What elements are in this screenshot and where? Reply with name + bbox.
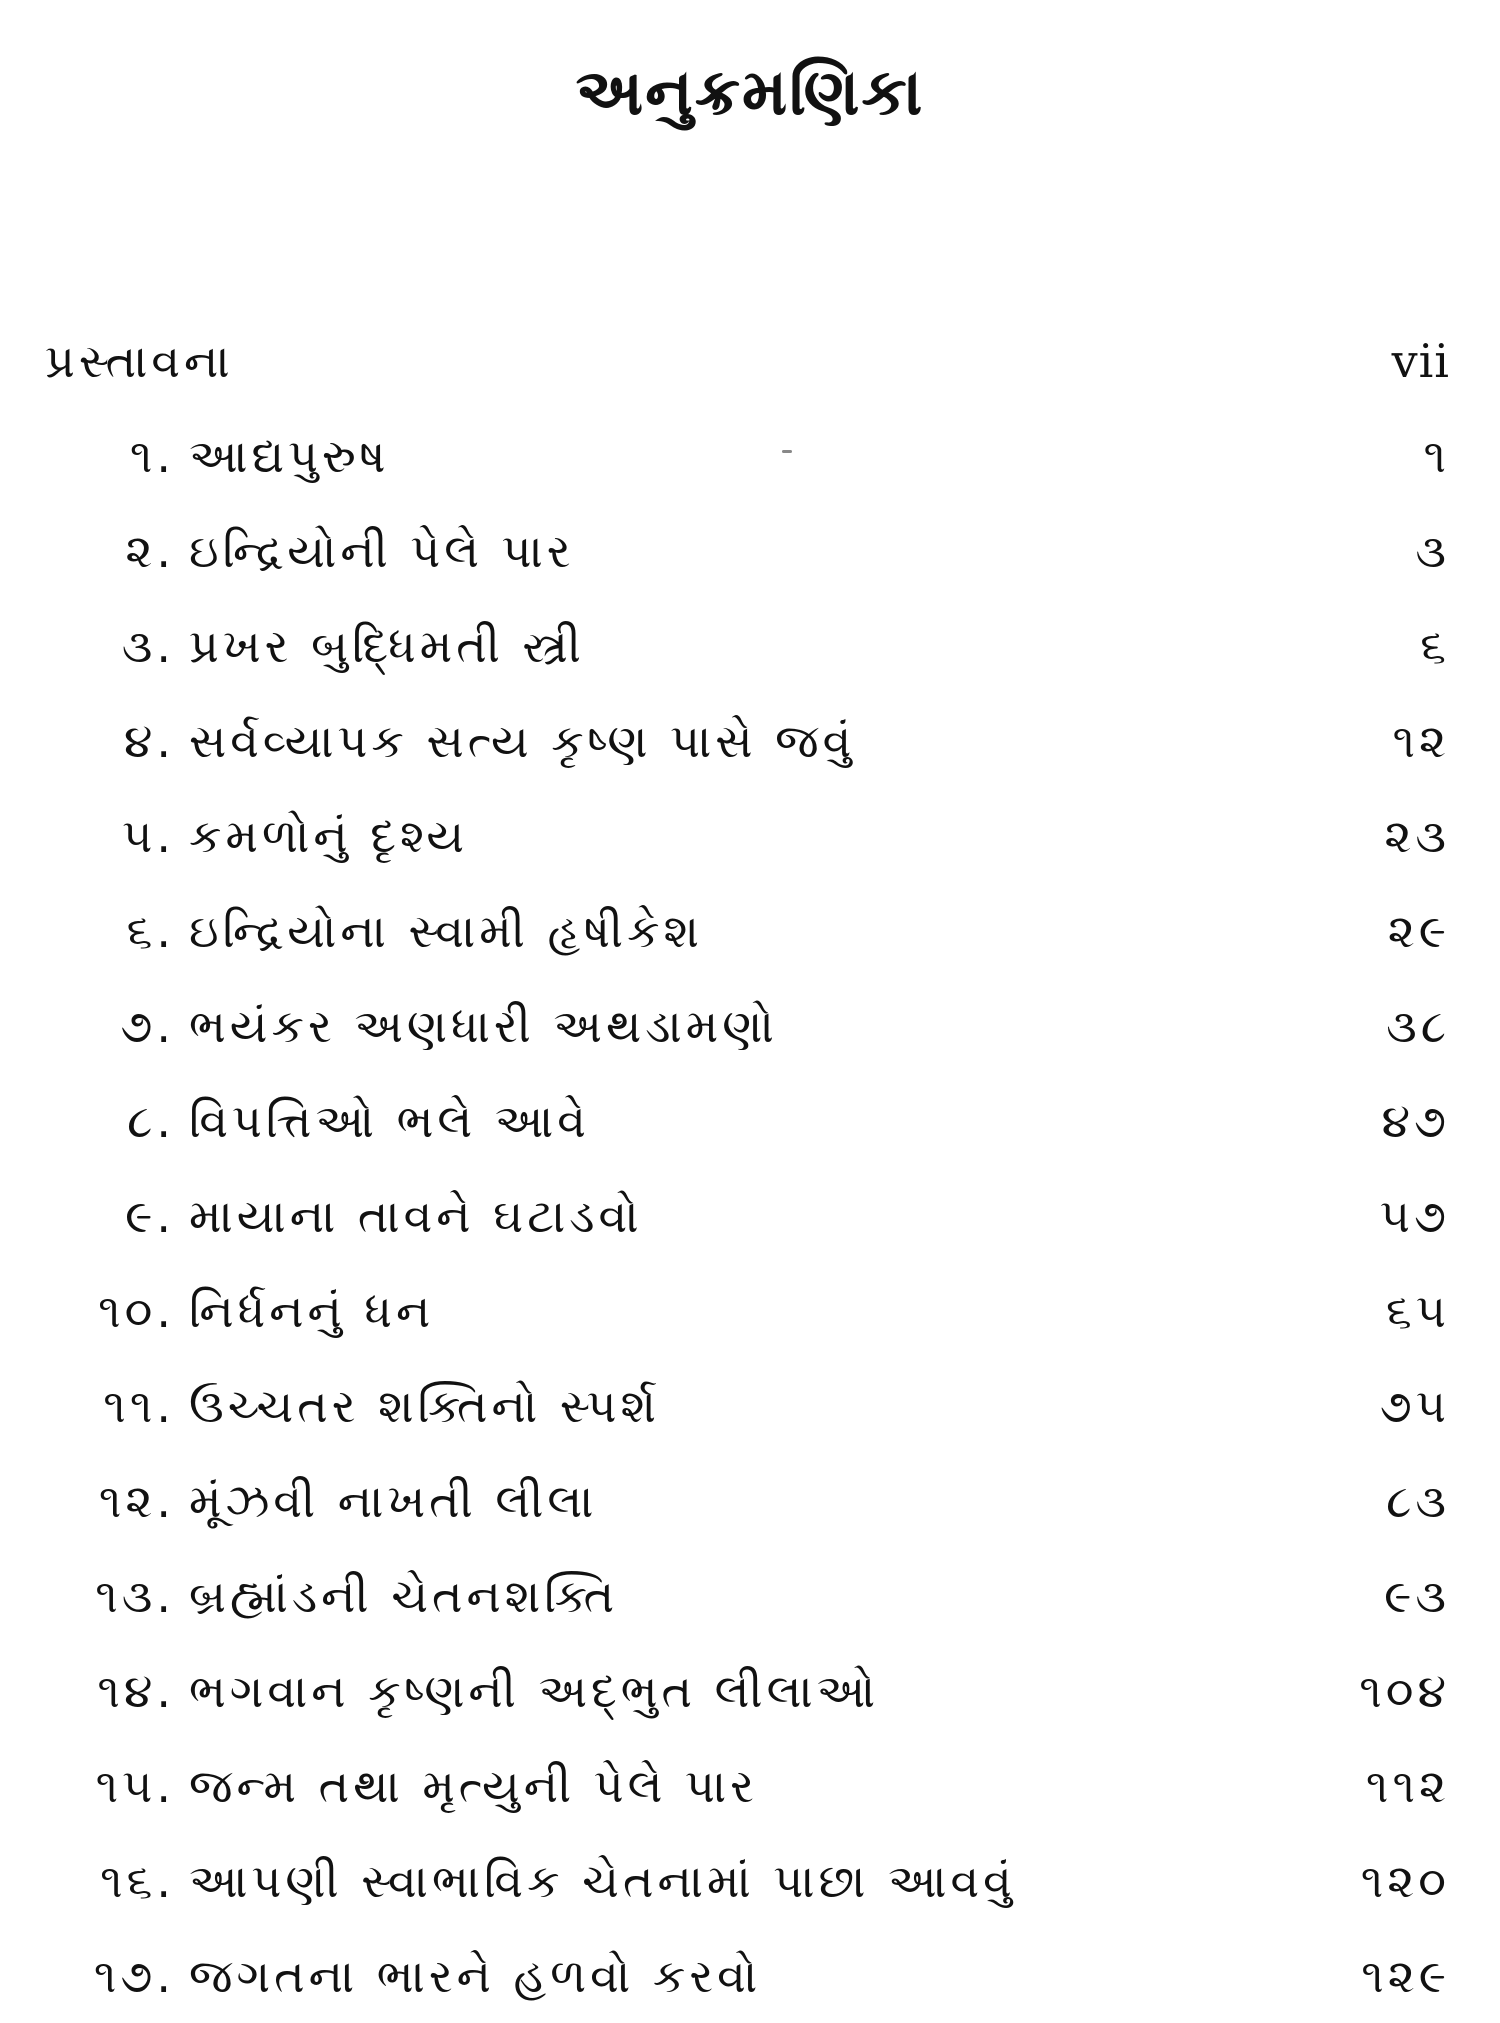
toc-entry-title: ભગવાન કૃષ્ણની અદ્ભુત લીલાઓ [189,1663,880,1718]
toc-entry-title: સર્વવ્યાપક સત્ય કૃષ્ણ પાસે જવું [189,713,856,768]
toc-entry [45,903,704,958]
toc-entry-title: માયાના તાવને ઘટાડવો [189,1188,643,1243]
toc-entry-title: કમળોનું દૃશ્ય [189,808,469,863]
toc-entry-number: ૯. [125,1188,175,1243]
toc-row [45,883,1450,978]
toc-page-number: ૭૫ [1379,1378,1450,1433]
toc-row [45,503,1450,598]
print-speck [782,450,792,453]
toc-page-number: ૫૭ [1379,1188,1450,1243]
toc-entry-title: જગતના ભારને હળવો કરવો [189,1948,762,2003]
toc-row [45,1168,1450,1263]
toc-entry-number: ૧૬. [100,1853,175,1908]
toc-entry [45,1568,619,1623]
toc-entry-title: પ્રસ્તાવના [45,333,234,388]
toc-entry-number: ૭. [120,998,175,1053]
toc-entry-title: પ્રખર બુદ્ધિમતી સ્ત્રી [189,618,585,673]
table-of-contents [45,313,1450,2023]
toc-entry [45,1188,643,1243]
toc-entry-title: ભયંકર અણધારી અથડામણો [189,998,778,1053]
toc-entry-title: ઇન્દ્રિયોના સ્વામી હૃષીકેશ [189,903,704,958]
toc-page-number: ૧૦૪ [1359,1663,1450,1718]
toc-entry-number: ૧૧. [103,1378,175,1433]
toc-row [45,1548,1450,1643]
toc-row [45,1358,1450,1453]
toc-page-number: ૯૩ [1384,1568,1450,1623]
toc-entry [45,808,469,863]
toc-entry-number: ૧૭. [93,1948,175,2003]
toc-entry-title: બ્રહ્માંડની ચેતનશક્તિ [189,1568,619,1623]
toc-entry-number: ૧૫. [95,1758,175,1813]
toc-entry [45,1378,660,1433]
toc-row [45,1643,1450,1738]
toc-entry [45,998,778,1053]
toc-page-number: ૪૭ [1381,1093,1450,1148]
toc-entry-number: ૪. [123,713,175,768]
toc-entry [45,1948,762,2003]
toc-row [45,408,1450,503]
toc-entry-title: ઉચ્ચતર શક્તિનો સ્પર્શ [189,1378,660,1433]
toc-page-number: ૧૨ [1392,713,1450,768]
toc-entry-title: નિર્ધનનું ધન [189,1283,435,1338]
toc-entry-title: વિપત્તિઓ ભલે આવે [189,1093,590,1148]
toc-row [45,313,1450,408]
toc-entry-number: ૧૪. [97,1663,175,1718]
toc-entry [45,428,390,483]
toc-row [45,1833,1450,1928]
toc-entry-number: ૫. [122,808,175,863]
toc-entry [45,1283,435,1338]
toc-page-number: ૧૨૯ [1361,1948,1450,2003]
toc-page-number: ૨૩ [1384,808,1450,863]
toc-row [45,1928,1450,2023]
toc-row [45,788,1450,883]
toc-row [45,1263,1450,1358]
toc-entry [45,618,585,673]
toc-entry-title: આદ્યપુરુષ [189,428,390,483]
toc-entry-number: ૮. [127,1093,175,1148]
toc-entry-number: ૨. [125,523,175,578]
toc-page-number: ૬૫ [1386,1283,1450,1338]
toc-entry-number: ૬. [126,903,175,958]
toc-page-number: ૩૮ [1386,998,1450,1053]
page-title: અનુક્રમણિકા [575,56,925,130]
toc-entry-number: ૧. [129,428,175,483]
toc-entry [45,1473,598,1528]
toc-entry [45,713,856,768]
toc-page-number: ૧ [1423,428,1450,483]
toc-entry [45,1093,590,1148]
toc-entry [45,1663,880,1718]
toc-entry [45,1758,758,1813]
toc-entry [45,523,575,578]
toc-row [45,978,1450,1073]
toc-row [45,1453,1450,1548]
toc-entry-number: ૧૩. [95,1568,175,1623]
toc-row [45,1738,1450,1833]
toc-entry-title: જન્મ તથા મૃત્યુની પેલે પાર [189,1758,758,1813]
toc-entry [45,1853,1016,1908]
toc-entry-number: ૩. [121,618,175,673]
toc-page-number: ૬ [1420,618,1450,673]
toc-page-number: ૨૯ [1387,903,1450,958]
toc-row [45,1073,1450,1168]
toc-entry-number: ૧૨. [98,1473,175,1528]
toc-page-number: vii [1391,333,1450,388]
toc-entry-title: મૂંઝવી નાખતી લીલા [189,1473,598,1528]
toc-page-number: ૧૧૨ [1365,1758,1450,1813]
toc-page-number: ૮૩ [1386,1473,1450,1528]
toc-page-number: ૩ [1415,523,1450,578]
toc-page-number: ૧૨૦ [1360,1853,1450,1908]
toc-entry-title: ઇન્દ્રિયોની પેલે પાર [189,523,575,578]
toc-entry-title: આપણી સ્વાભાવિક ચેતનામાં પાછા આવવું [189,1853,1016,1908]
toc-row [45,598,1450,693]
toc-row [45,693,1450,788]
toc-entry-number: ૧૦. [98,1283,175,1338]
